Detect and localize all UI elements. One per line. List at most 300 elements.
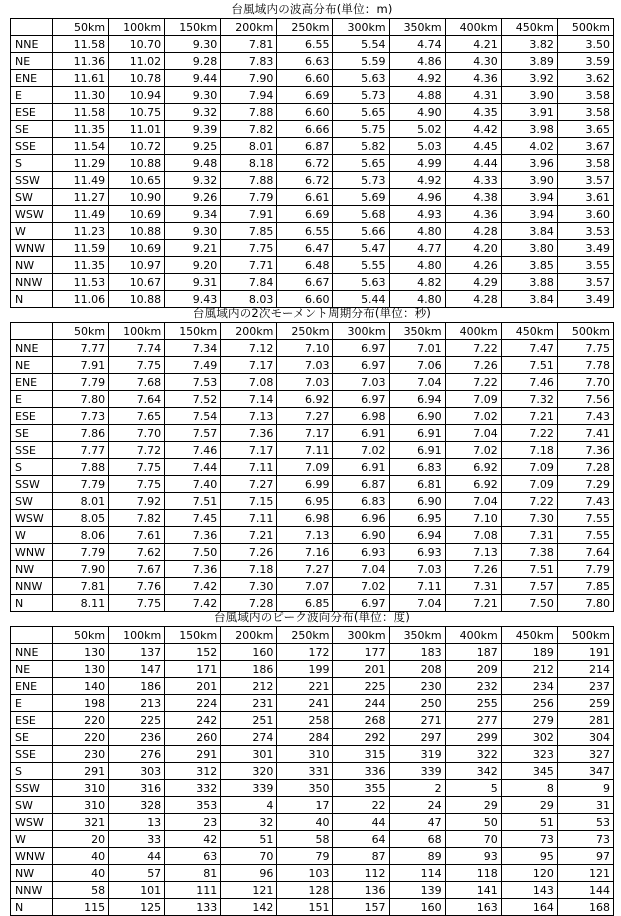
table-row	[11, 138, 614, 155]
table-row	[11, 578, 614, 595]
table-cell: 7.53	[165, 374, 221, 391]
table-cell: 101	[109, 882, 165, 899]
table-cell: 7.74	[109, 340, 165, 357]
table-cell: 79	[277, 848, 333, 865]
table-cell: 50	[445, 814, 501, 831]
table-cell: 7.82	[109, 510, 165, 527]
table-cell: 29	[445, 797, 501, 814]
table-cell: 5.63	[333, 274, 389, 291]
table-cell: 7.08	[221, 374, 277, 391]
table-cell: 70	[445, 831, 501, 848]
table-cell: 9.25	[165, 138, 221, 155]
table-cell: 303	[109, 763, 165, 780]
row-direction-label: S	[11, 155, 53, 172]
table-cell: 6.55	[277, 223, 333, 240]
table-cell: 7.80	[557, 595, 613, 612]
table-cell: 7.03	[333, 374, 389, 391]
table-cell: 7.09	[277, 459, 333, 476]
table-cell: 4.80	[389, 223, 445, 240]
table-cell: 6.97	[333, 340, 389, 357]
row-direction-label: WNW	[11, 240, 53, 257]
table-cell: 7.94	[221, 87, 277, 104]
row-direction-label: S	[11, 763, 53, 780]
table-cell: 11.59	[53, 240, 109, 257]
table-cell: 6.63	[277, 53, 333, 70]
table-cell: 7.02	[445, 442, 501, 459]
table-cell: 251	[221, 712, 277, 729]
table-cell: 6.90	[333, 527, 389, 544]
table-cell: 3.59	[557, 53, 613, 70]
table-cell: 4.80	[389, 291, 445, 308]
table-cell: 7.04	[389, 374, 445, 391]
column-header: 250km	[277, 627, 333, 644]
column-header: 400km	[445, 627, 501, 644]
table-cell: 4.82	[389, 274, 445, 291]
column-header: 50km	[53, 323, 109, 340]
table-cell: 4.20	[445, 240, 501, 257]
table-cell: 6.83	[389, 459, 445, 476]
table-cell: 3.55	[557, 257, 613, 274]
table-row	[11, 814, 614, 831]
table-cell: 332	[165, 780, 221, 797]
table-cell: 242	[165, 712, 221, 729]
table-cell: 7.62	[109, 544, 165, 561]
table-cell: 342	[445, 763, 501, 780]
table-cell: 255	[445, 695, 501, 712]
table-cell: 7.11	[277, 442, 333, 459]
table-row	[11, 661, 614, 678]
table-cell: 147	[109, 661, 165, 678]
table-cell: 10.75	[109, 104, 165, 121]
table-cell: 3.96	[501, 155, 557, 172]
table-cell: 7.13	[445, 544, 501, 561]
table-cell: 10.97	[109, 257, 165, 274]
table-cell: 7.84	[221, 274, 277, 291]
table-cell: 3.89	[501, 53, 557, 70]
table-cell: 7.28	[557, 459, 613, 476]
table-cell: 7.50	[165, 544, 221, 561]
wave-height-table	[10, 18, 614, 308]
table-cell: 241	[277, 695, 333, 712]
table-row	[11, 53, 614, 70]
table-cell: 7.29	[557, 476, 613, 493]
table-cell: 7.82	[221, 121, 277, 138]
table-cell: 6.69	[277, 206, 333, 223]
table-cell: 7.79	[53, 374, 109, 391]
wave-period-section	[10, 305, 614, 612]
table-cell: 7.44	[165, 459, 221, 476]
table-cell: 120	[501, 865, 557, 882]
row-direction-label: SE	[11, 425, 53, 442]
table-cell: 7.31	[445, 578, 501, 595]
table-cell: 201	[333, 661, 389, 678]
table-cell: 7.75	[221, 240, 277, 257]
table-cell: 10.88	[109, 291, 165, 308]
row-direction-label: N	[11, 291, 53, 308]
table-cell: 7.09	[501, 476, 557, 493]
table-cell: 6.95	[389, 510, 445, 527]
table-cell: 224	[165, 695, 221, 712]
table-cell: 201	[165, 678, 221, 695]
table-row	[11, 87, 614, 104]
table-cell: 11.02	[109, 53, 165, 70]
row-direction-label: E	[11, 391, 53, 408]
table-cell: 4.92	[389, 70, 445, 87]
table-cell: 7.83	[221, 53, 277, 70]
table-cell: 97	[557, 848, 613, 865]
column-header: 350km	[389, 627, 445, 644]
table-cell: 7.55	[557, 527, 613, 544]
table-cell: 225	[333, 678, 389, 695]
table-cell: 125	[109, 899, 165, 916]
row-direction-label: SE	[11, 729, 53, 746]
table-cell: 40	[53, 865, 109, 882]
table-cell: 7.79	[53, 476, 109, 493]
wave-direction-title: 台風域内のピーク波向分布(単位：度)	[213, 610, 411, 624]
table-cell: 7.03	[277, 374, 333, 391]
table-cell: 7.42	[165, 595, 221, 612]
table-cell: 64	[333, 831, 389, 848]
table-cell: 4.45	[445, 138, 501, 155]
table-cell: 5.69	[333, 189, 389, 206]
row-direction-label: SSW	[11, 476, 53, 493]
table-cell: 331	[277, 763, 333, 780]
row-direction-label: W	[11, 831, 53, 848]
table-cell: 7.90	[53, 561, 109, 578]
table-cell: 10.78	[109, 70, 165, 87]
table-cell: 10.69	[109, 206, 165, 223]
table-cell: 6.60	[277, 70, 333, 87]
table-cell: 187	[445, 644, 501, 661]
table-cell: 7.12	[221, 340, 277, 357]
table-cell: 13	[109, 814, 165, 831]
column-header: 200km	[221, 323, 277, 340]
table-cell: 11.49	[53, 172, 109, 189]
table-cell: 7.92	[109, 493, 165, 510]
table-cell: 9.32	[165, 104, 221, 121]
table-cell: 327	[557, 746, 613, 763]
table-cell: 118	[445, 865, 501, 882]
table-cell: 320	[221, 763, 277, 780]
table-cell: 9.39	[165, 121, 221, 138]
table-cell: 11.35	[53, 257, 109, 274]
table-cell: 4.26	[445, 257, 501, 274]
row-direction-label: W	[11, 527, 53, 544]
table-cell: 10.69	[109, 240, 165, 257]
table-cell: 6.72	[277, 172, 333, 189]
corner-cell	[11, 19, 53, 36]
column-header: 500km	[557, 627, 613, 644]
table-cell: 128	[277, 882, 333, 899]
table-cell: 7.46	[501, 374, 557, 391]
table-cell: 6.48	[277, 257, 333, 274]
row-direction-label: NW	[11, 561, 53, 578]
column-header: 350km	[389, 323, 445, 340]
table-row	[11, 831, 614, 848]
table-cell: 9.34	[165, 206, 221, 223]
table-cell: 140	[53, 678, 109, 695]
table-cell: 7.45	[165, 510, 221, 527]
table-cell: 7.36	[165, 561, 221, 578]
table-cell: 7.17	[221, 357, 277, 374]
column-header: 50km	[53, 19, 109, 36]
table-cell: 5.54	[333, 36, 389, 53]
table-cell: 347	[557, 763, 613, 780]
table-cell: 5.63	[333, 70, 389, 87]
table-cell: 237	[557, 678, 613, 695]
table-row	[11, 797, 614, 814]
table-cell: 10.67	[109, 274, 165, 291]
table-cell: 183	[389, 644, 445, 661]
wave-period-title: 台風域内の2次モーメント周期分布(単位：秒)	[192, 306, 432, 320]
table-cell: 4.96	[389, 189, 445, 206]
table-cell: 7.61	[109, 527, 165, 544]
table-cell: 93	[445, 848, 501, 865]
table-cell: 114	[389, 865, 445, 882]
table-cell: 3.82	[501, 36, 557, 53]
table-cell: 231	[221, 695, 277, 712]
table-cell: 6.87	[333, 476, 389, 493]
table-cell: 189	[501, 644, 557, 661]
table-cell: 7.71	[221, 257, 277, 274]
table-cell: 7.70	[109, 425, 165, 442]
table-cell: 7.27	[277, 561, 333, 578]
table-cell: 7.85	[221, 223, 277, 240]
row-direction-label: NE	[11, 661, 53, 678]
table-cell: 7.76	[109, 578, 165, 595]
table-cell: 212	[221, 678, 277, 695]
row-direction-label: ENE	[11, 70, 53, 87]
table-cell: 6.97	[333, 391, 389, 408]
table-cell: 4.38	[445, 189, 501, 206]
table-cell: 6.61	[277, 189, 333, 206]
table-cell: 7.80	[53, 391, 109, 408]
table-cell: 7.14	[221, 391, 277, 408]
table-cell: 137	[109, 644, 165, 661]
table-cell: 322	[445, 746, 501, 763]
row-direction-label: SE	[11, 121, 53, 138]
row-direction-label: W	[11, 223, 53, 240]
table-row	[11, 425, 614, 442]
row-direction-label: SW	[11, 189, 53, 206]
corner-cell	[11, 627, 53, 644]
table-cell: 10.88	[109, 155, 165, 172]
table-cell: 4.33	[445, 172, 501, 189]
column-header: 100km	[109, 19, 165, 36]
table-cell: 7.46	[165, 442, 221, 459]
table-cell: 3.90	[501, 172, 557, 189]
table-cell: 291	[165, 746, 221, 763]
table-cell: 3.58	[557, 87, 613, 104]
table-cell: 4.31	[445, 87, 501, 104]
table-row	[11, 712, 614, 729]
table-cell: 9.30	[165, 223, 221, 240]
table-cell: 22	[333, 797, 389, 814]
table-cell: 112	[333, 865, 389, 882]
column-header: 450km	[501, 19, 557, 36]
table-cell: 6.92	[445, 459, 501, 476]
table-row	[11, 374, 614, 391]
table-cell: 7.26	[221, 544, 277, 561]
table-cell: 164	[501, 899, 557, 916]
table-row	[11, 274, 614, 291]
table-cell: 7.57	[501, 578, 557, 595]
table-cell: 6.60	[277, 291, 333, 308]
table-cell: 259	[557, 695, 613, 712]
table-cell: 11.23	[53, 223, 109, 240]
table-cell: 7.88	[221, 104, 277, 121]
table-cell: 3.49	[557, 291, 613, 308]
table-cell: 7.04	[389, 595, 445, 612]
table-cell: 5.66	[333, 223, 389, 240]
header-row	[11, 627, 614, 644]
table-cell: 279	[501, 712, 557, 729]
table-cell: 7.04	[445, 425, 501, 442]
table-cell: 5.65	[333, 155, 389, 172]
table-cell: 4.30	[445, 53, 501, 70]
table-cell: 6.85	[277, 595, 333, 612]
table-cell: 7.22	[501, 425, 557, 442]
table-cell: 7.43	[557, 493, 613, 510]
table-cell: 5.82	[333, 138, 389, 155]
table-cell: 208	[389, 661, 445, 678]
table-cell: 160	[389, 899, 445, 916]
table-cell: 7.26	[445, 357, 501, 374]
table-cell: 7.30	[221, 578, 277, 595]
table-cell: 33	[109, 831, 165, 848]
table-cell: 7.75	[109, 595, 165, 612]
table-cell: 291	[53, 763, 109, 780]
table-cell: 121	[557, 865, 613, 882]
table-cell: 9.43	[165, 291, 221, 308]
row-direction-label: SSW	[11, 780, 53, 797]
table-cell: 9.20	[165, 257, 221, 274]
table-row	[11, 544, 614, 561]
table-cell: 142	[221, 899, 277, 916]
table-cell: 2	[389, 780, 445, 797]
table-cell: 7.50	[501, 595, 557, 612]
table-cell: 7.11	[389, 578, 445, 595]
row-direction-label: N	[11, 595, 53, 612]
table-cell: 11.58	[53, 104, 109, 121]
table-cell: 5.75	[333, 121, 389, 138]
table-row	[11, 172, 614, 189]
table-cell: 6.91	[389, 425, 445, 442]
table-cell: 4.86	[389, 53, 445, 70]
table-cell: 6.66	[277, 121, 333, 138]
table-cell: 177	[333, 644, 389, 661]
table-cell: 310	[53, 797, 109, 814]
table-cell: 4.02	[501, 138, 557, 155]
table-cell: 6.94	[389, 527, 445, 544]
table-cell: 321	[53, 814, 109, 831]
table-cell: 58	[53, 882, 109, 899]
column-header: 500km	[557, 19, 613, 36]
table-cell: 7.75	[557, 340, 613, 357]
wave-period-table	[10, 322, 614, 612]
table-cell: 3.84	[501, 223, 557, 240]
table-cell: 11.58	[53, 36, 109, 53]
table-cell: 3.53	[557, 223, 613, 240]
table-cell: 7.26	[445, 561, 501, 578]
table-cell: 6.91	[333, 425, 389, 442]
row-direction-label: S	[11, 459, 53, 476]
table-cell: 7.16	[277, 544, 333, 561]
table-row	[11, 746, 614, 763]
table-row	[11, 240, 614, 257]
table-cell: 89	[389, 848, 445, 865]
table-cell: 4.93	[389, 206, 445, 223]
table-cell: 9.30	[165, 36, 221, 53]
row-direction-label: N	[11, 899, 53, 916]
table-cell: 7.75	[109, 459, 165, 476]
table-row	[11, 729, 614, 746]
table-cell: 115	[53, 899, 109, 916]
table-row	[11, 848, 614, 865]
table-cell: 141	[445, 882, 501, 899]
table-cell: 7.09	[445, 391, 501, 408]
table-cell: 353	[165, 797, 221, 814]
table-cell: 7.75	[109, 357, 165, 374]
table-cell: 7.64	[109, 391, 165, 408]
table-cell: 281	[557, 712, 613, 729]
table-cell: 250	[389, 695, 445, 712]
column-header: 500km	[557, 323, 613, 340]
table-cell: 3.90	[501, 87, 557, 104]
table-cell: 225	[109, 712, 165, 729]
table-cell: 157	[333, 899, 389, 916]
table-row	[11, 644, 614, 661]
column-header: 300km	[333, 627, 389, 644]
table-cell: 172	[277, 644, 333, 661]
table-cell: 7.38	[501, 544, 557, 561]
table-cell: 5.65	[333, 104, 389, 121]
table-cell: 339	[221, 780, 277, 797]
row-direction-label: SSE	[11, 138, 53, 155]
table-row	[11, 780, 614, 797]
table-cell: 51	[221, 831, 277, 848]
table-cell: 3.62	[557, 70, 613, 87]
row-direction-label: ESE	[11, 712, 53, 729]
table-cell: 160	[221, 644, 277, 661]
table-row	[11, 104, 614, 121]
table-cell: 6.95	[277, 493, 333, 510]
table-cell: 315	[333, 746, 389, 763]
table-cell: 3.61	[557, 189, 613, 206]
table-cell: 139	[389, 882, 445, 899]
table-row	[11, 899, 614, 916]
table-cell: 130	[53, 644, 109, 661]
table-cell: 297	[389, 729, 445, 746]
table-cell: 276	[109, 746, 165, 763]
column-header: 450km	[501, 627, 557, 644]
column-header: 150km	[165, 627, 221, 644]
table-cell: 7.86	[53, 425, 109, 442]
table-cell: 6.97	[333, 357, 389, 374]
wave-height-section	[10, 1, 614, 308]
table-cell: 3.94	[501, 206, 557, 223]
table-cell: 4.36	[445, 70, 501, 87]
table-cell: 220	[53, 712, 109, 729]
table-cell: 4.28	[445, 291, 501, 308]
table-cell: 6.83	[333, 493, 389, 510]
table-cell: 7.08	[445, 527, 501, 544]
row-direction-label: NE	[11, 357, 53, 374]
row-direction-label: NNW	[11, 882, 53, 899]
table-cell: 316	[109, 780, 165, 797]
table-cell: 230	[53, 746, 109, 763]
table-cell: 244	[333, 695, 389, 712]
